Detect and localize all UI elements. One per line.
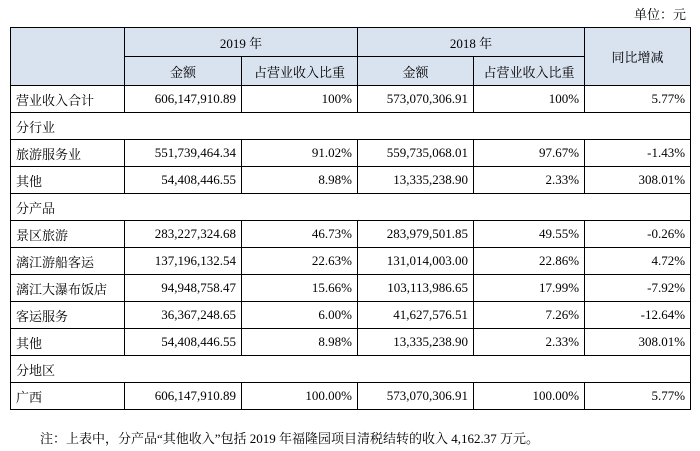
table-row bbox=[11, 221, 691, 248]
table-row bbox=[11, 275, 691, 302]
amount-2019-cell: 137,196,132.54 bbox=[125, 248, 242, 275]
header-blank bbox=[11, 28, 125, 86]
header-amount-2018: 金额 bbox=[358, 57, 474, 86]
header-amount-2019: 金额 bbox=[125, 57, 242, 86]
row-name-cell: 营业收入合计 bbox=[11, 86, 125, 113]
ratio-2018-cell: 2.33% bbox=[474, 167, 585, 194]
amount-2019-cell: 606,147,910.89 bbox=[125, 383, 242, 410]
amount-2019-cell: 94,948,758.47 bbox=[125, 275, 242, 302]
ratio-2019-cell: 6.00% bbox=[242, 302, 358, 329]
yoy-cell: 4.72% bbox=[585, 248, 691, 275]
amount-2019-cell: 54,408,446.55 bbox=[125, 329, 242, 356]
ratio-2019-cell: 46.73% bbox=[242, 221, 358, 248]
amount-2018-cell: 41,627,576.51 bbox=[358, 302, 474, 329]
footnote: 注：上表中，分产品“其他收入”包括 2019 年福隆园项目清税结转的收入 4,162.37 万元。 bbox=[40, 431, 540, 446]
header-ratio-2019: 占营业收入比重 bbox=[242, 57, 358, 86]
amount-2018-cell: 13,335,238.90 bbox=[358, 167, 474, 194]
amount-2019-cell: 283,227,324.68 bbox=[125, 221, 242, 248]
ratio-2019-cell: 100% bbox=[242, 86, 358, 113]
section-label: 分行业 bbox=[11, 113, 691, 140]
row-name-cell: 漓江大瀑布饭店 bbox=[11, 275, 125, 302]
ratio-2018-cell: 17.99% bbox=[474, 275, 585, 302]
section-label: 分产品 bbox=[11, 194, 691, 221]
row-name-cell: 旅游服务业 bbox=[11, 140, 125, 167]
ratio-2019-cell: 22.63% bbox=[242, 248, 358, 275]
amount-2019-cell: 551,739,464.34 bbox=[125, 140, 242, 167]
table-row bbox=[11, 383, 691, 410]
amount-2018-cell: 131,014,003.00 bbox=[358, 248, 474, 275]
yoy-cell: 308.01% bbox=[585, 329, 691, 356]
yoy-cell: -7.92% bbox=[585, 275, 691, 302]
row-name-cell: 其他 bbox=[11, 167, 125, 194]
yoy-cell: 5.77% bbox=[585, 383, 691, 410]
row-name-cell: 客运服务 bbox=[11, 302, 125, 329]
amount-2018-cell: 559,735,068.01 bbox=[358, 140, 474, 167]
amount-2018-cell: 573,070,306.91 bbox=[358, 383, 474, 410]
row-name-cell: 景区旅游 bbox=[11, 221, 125, 248]
ratio-2018-cell: 100.00% bbox=[474, 383, 585, 410]
header-yoy: 同比增减 bbox=[585, 28, 691, 86]
amount-2019-cell: 606,147,910.89 bbox=[125, 86, 242, 113]
yoy-cell: 5.77% bbox=[585, 86, 691, 113]
table-row bbox=[11, 140, 691, 167]
header-ratio-2018: 占营业收入比重 bbox=[474, 57, 585, 86]
section-row bbox=[11, 194, 691, 221]
amount-2019-cell: 36,367,248.65 bbox=[125, 302, 242, 329]
table-row bbox=[11, 167, 691, 194]
header-row-years bbox=[11, 28, 691, 57]
header-2018: 2018 年 bbox=[358, 28, 585, 57]
revenue-table bbox=[10, 27, 691, 410]
yoy-cell: -12.64% bbox=[585, 302, 691, 329]
yoy-cell: -0.26% bbox=[585, 221, 691, 248]
ratio-2019-cell: 8.98% bbox=[242, 329, 358, 356]
yoy-cell: 308.01% bbox=[585, 167, 691, 194]
table-row bbox=[11, 302, 691, 329]
row-name-cell: 漓江游船客运 bbox=[11, 248, 125, 275]
amount-2019-cell: 54,408,446.55 bbox=[125, 167, 242, 194]
ratio-2019-cell: 91.02% bbox=[242, 140, 358, 167]
ratio-2019-cell: 100.00% bbox=[242, 383, 358, 410]
amount-2018-cell: 13,335,238.90 bbox=[358, 329, 474, 356]
ratio-2019-cell: 15.66% bbox=[242, 275, 358, 302]
ratio-2019-cell: 8.98% bbox=[242, 167, 358, 194]
ratio-2018-cell: 22.86% bbox=[474, 248, 585, 275]
section-row bbox=[11, 356, 691, 383]
unit-label: 单位：元 bbox=[633, 7, 686, 22]
table-row bbox=[11, 248, 691, 275]
table-row bbox=[11, 86, 691, 113]
ratio-2018-cell: 2.33% bbox=[474, 329, 585, 356]
amount-2018-cell: 573,070,306.91 bbox=[358, 86, 474, 113]
header-2019: 2019 年 bbox=[125, 28, 358, 57]
amount-2018-cell: 283,979,501.85 bbox=[358, 221, 474, 248]
section-row bbox=[11, 113, 691, 140]
row-name-cell: 广西 bbox=[11, 383, 125, 410]
section-label: 分地区 bbox=[11, 356, 691, 383]
table-row bbox=[11, 329, 691, 356]
ratio-2018-cell: 49.55% bbox=[474, 221, 585, 248]
yoy-cell: -1.43% bbox=[585, 140, 691, 167]
amount-2018-cell: 103,113,986.65 bbox=[358, 275, 474, 302]
row-name-cell: 其他 bbox=[11, 329, 125, 356]
ratio-2018-cell: 7.26% bbox=[474, 302, 585, 329]
ratio-2018-cell: 97.67% bbox=[474, 140, 585, 167]
ratio-2018-cell: 100% bbox=[474, 86, 585, 113]
